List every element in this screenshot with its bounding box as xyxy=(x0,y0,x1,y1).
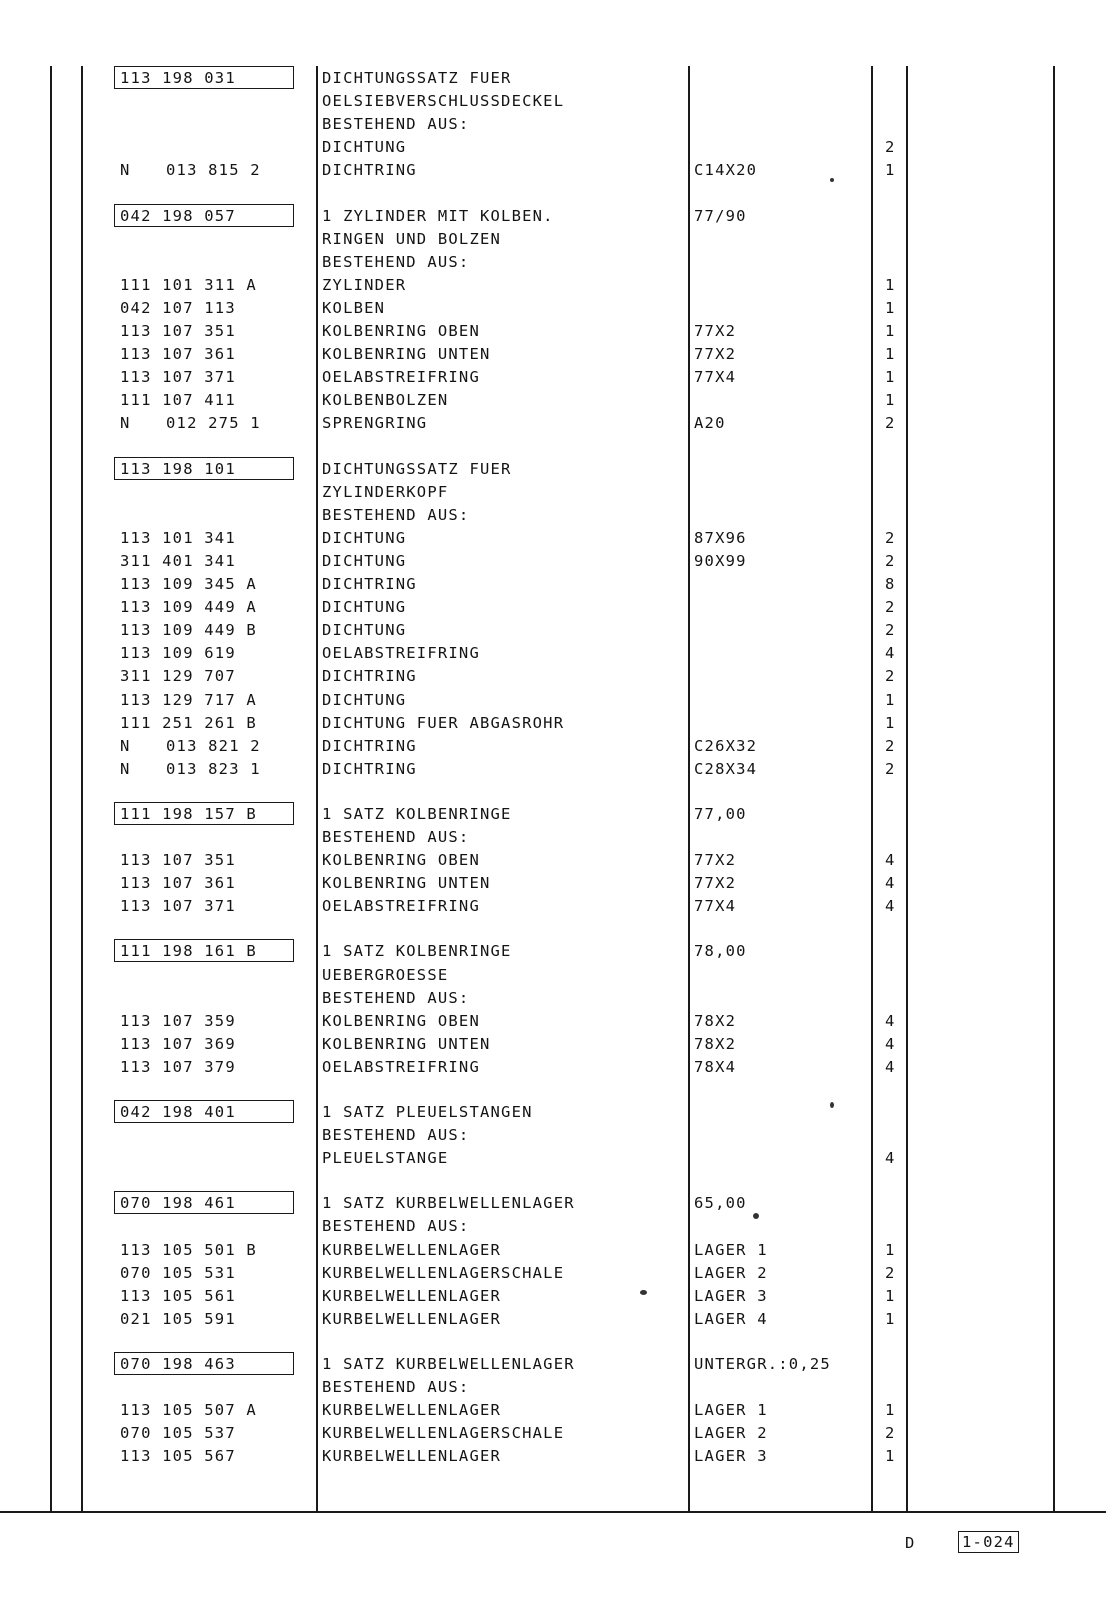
part-quantity: 1 xyxy=(885,368,896,387)
kit-spec: 77/90 xyxy=(694,206,747,225)
part-prefix: N xyxy=(120,414,131,433)
part-quantity: 1 xyxy=(885,690,896,709)
kit-title-line: 1 SATZ KOLBENRINGE xyxy=(322,942,512,961)
part-spec: 77X2 xyxy=(694,851,737,870)
part-spec: 78X2 xyxy=(694,1034,737,1053)
kit-header-row xyxy=(0,803,1106,826)
part-number: 113 105 501 B xyxy=(120,1240,257,1259)
part-spec: C14X20 xyxy=(694,161,758,180)
kit-spec: 77,00 xyxy=(694,804,747,823)
part-quantity: 1 xyxy=(885,161,896,180)
kit-title-line: 1 ZYLINDER MIT KOLBEN. xyxy=(322,206,554,225)
part-description: KOLBENRING OBEN xyxy=(322,851,480,870)
kit-title-line: RINGEN UND BOLZEN xyxy=(322,229,502,248)
scan-speck xyxy=(830,178,834,182)
kit-spec: UNTERGR.:0,25 xyxy=(694,1354,831,1373)
part-number: 111 107 411 xyxy=(120,391,236,410)
part-row xyxy=(0,872,1106,895)
part-quantity: 2 xyxy=(885,759,896,778)
part-row xyxy=(0,619,1106,642)
part-number: 113 109 345 A xyxy=(120,575,257,593)
part-row xyxy=(0,1147,1106,1170)
part-number: 113 107 361 xyxy=(120,874,236,893)
kit-number: 113 198 101 xyxy=(120,459,236,478)
part-description: ZYLINDER xyxy=(322,275,407,294)
scan-speck xyxy=(830,1102,834,1108)
part-spec: 78X4 xyxy=(694,1057,737,1076)
part-spec: LAGER 3 xyxy=(694,1447,768,1466)
part-description: DICHTUNG xyxy=(322,598,407,617)
part-number: 113 105 507 A xyxy=(120,1401,257,1420)
part-spec: LAGER 3 xyxy=(694,1286,768,1305)
part-quantity: 1 xyxy=(885,713,896,732)
part-quantity: 2 xyxy=(885,736,896,755)
part-quantity: 1 xyxy=(885,1309,896,1328)
part-description: KURBELWELLENLAGER xyxy=(322,1447,502,1466)
part-spec: LAGER 1 xyxy=(694,1240,768,1259)
part-row xyxy=(0,1056,1106,1079)
part-number: 113 105 567 xyxy=(120,1447,236,1466)
part-quantity: 1 xyxy=(885,1447,896,1466)
part-description: OELABSTREIFRING xyxy=(322,897,480,916)
part-number: 070 105 537 xyxy=(120,1424,236,1443)
part-row xyxy=(0,849,1106,872)
kit-number: 042 198 401 xyxy=(120,1103,236,1121)
part-quantity: 1 xyxy=(885,322,896,340)
scan-speck xyxy=(640,1290,647,1295)
part-spec: 87X96 xyxy=(694,528,747,547)
part-row xyxy=(0,136,1106,159)
part-row xyxy=(0,1010,1106,1033)
part-quantity: 2 xyxy=(885,598,896,617)
part-quantity: 4 xyxy=(885,644,896,663)
part-number: 113 107 371 xyxy=(120,368,236,387)
part-number: 013 823 1 xyxy=(166,759,261,778)
kit-title-line: OELSIEBVERSCHLUSSDECKEL xyxy=(322,92,565,111)
part-row xyxy=(0,1399,1106,1422)
part-number: 113 129 717 A xyxy=(120,690,257,709)
part-number: 113 107 371 xyxy=(120,897,236,916)
part-quantity: 1 xyxy=(885,391,896,410)
part-prefix: N xyxy=(120,759,131,778)
part-number: 111 101 311 A xyxy=(120,275,257,294)
kit-spec: 65,00 xyxy=(694,1194,747,1213)
part-spec: 77X2 xyxy=(694,345,737,364)
part-quantity: 2 xyxy=(885,551,896,570)
part-quantity: 2 xyxy=(885,414,896,433)
part-number: 113 107 369 xyxy=(120,1034,236,1053)
part-row xyxy=(0,712,1106,735)
kit-header-row xyxy=(0,1124,1106,1147)
part-description: KOLBENRING UNTEN xyxy=(322,345,491,364)
kit-title-line: 1 SATZ KURBELWELLENLAGER xyxy=(322,1354,575,1373)
part-spec: C26X32 xyxy=(694,736,758,755)
kit-title-line: 1 SATZ PLEUELSTANGEN xyxy=(322,1103,533,1121)
part-row xyxy=(0,1308,1106,1331)
part-description: DICHTUNG xyxy=(322,138,407,157)
kit-header-row xyxy=(0,458,1106,481)
kit-number: 111 198 157 B xyxy=(120,804,257,823)
part-quantity: 2 xyxy=(885,621,896,640)
kit-title-line: BESTEHEND AUS: xyxy=(322,1378,470,1396)
part-description: DICHTRING xyxy=(322,161,417,180)
part-number: 021 105 591 xyxy=(120,1309,236,1328)
part-row xyxy=(0,343,1106,366)
page-number-box: 1-024 xyxy=(958,1531,1019,1553)
part-row xyxy=(0,159,1106,182)
part-spec: 77X2 xyxy=(694,874,737,893)
kit-header-row xyxy=(0,67,1106,90)
part-row xyxy=(0,895,1106,918)
kit-header-row xyxy=(0,964,1106,987)
kit-title-line: 1 SATZ KOLBENRINGE xyxy=(322,804,512,823)
part-number: 113 107 359 xyxy=(120,1011,236,1030)
kit-title-line: BESTEHEND AUS: xyxy=(322,115,470,134)
part-number: 113 109 619 xyxy=(120,644,236,663)
part-description: KURBELWELLENLAGERSCHALE xyxy=(322,1263,565,1282)
kit-number: 113 198 031 xyxy=(120,69,236,87)
part-row xyxy=(0,735,1106,758)
part-description: OELABSTREIFRING xyxy=(322,644,480,663)
part-row xyxy=(0,642,1106,665)
kit-header-row xyxy=(0,1192,1106,1215)
part-description: KOLBENRING UNTEN xyxy=(322,874,491,893)
scan-speck xyxy=(753,1213,759,1219)
part-quantity: 1 xyxy=(885,1401,896,1420)
kit-title-line: BESTEHEND AUS: xyxy=(322,1217,470,1236)
part-description: KURBELWELLENLAGER xyxy=(322,1309,502,1328)
part-number: 113 109 449 A xyxy=(120,598,257,617)
part-spec: LAGER 4 xyxy=(694,1309,768,1328)
part-number: 113 107 351 xyxy=(120,322,236,340)
kit-title-line: BESTEHEND AUS: xyxy=(322,1126,470,1145)
part-quantity: 2 xyxy=(885,528,896,547)
part-description: DICHTRING xyxy=(322,575,417,593)
part-row xyxy=(0,366,1106,389)
part-description: SPRENGRING xyxy=(322,414,428,433)
part-number: 042 107 113 xyxy=(120,298,236,317)
part-row xyxy=(0,412,1106,435)
part-description: KOLBENRING UNTEN xyxy=(322,1034,491,1053)
part-spec: 78X2 xyxy=(694,1011,737,1030)
kit-number: 070 198 461 xyxy=(120,1194,236,1213)
part-quantity: 4 xyxy=(885,851,896,870)
part-row xyxy=(0,596,1106,619)
part-description: DICHTRING xyxy=(322,667,417,686)
part-description: KOLBENRING OBEN xyxy=(322,322,480,340)
part-description: KURBELWELLENLAGER xyxy=(322,1286,502,1305)
kit-header-row xyxy=(0,987,1106,1010)
part-quantity: 1 xyxy=(885,1240,896,1259)
part-number: 113 101 341 xyxy=(120,528,236,547)
kit-header-row xyxy=(0,228,1106,251)
part-description: OELABSTREIFRING xyxy=(322,368,480,387)
part-row xyxy=(0,527,1106,550)
part-spec: LAGER 2 xyxy=(694,1263,768,1282)
kit-header-row xyxy=(0,826,1106,849)
part-spec: 90X99 xyxy=(694,551,747,570)
part-row xyxy=(0,389,1106,412)
part-spec: LAGER 2 xyxy=(694,1424,768,1443)
part-spec: 77X4 xyxy=(694,368,737,387)
part-description: KURBELWELLENLAGER xyxy=(322,1240,502,1259)
part-number: 070 105 531 xyxy=(120,1263,236,1282)
part-number: 013 815 2 xyxy=(166,161,261,180)
part-quantity: 4 xyxy=(885,1057,896,1076)
part-spec: 77X2 xyxy=(694,322,737,340)
part-row xyxy=(0,297,1106,320)
kit-header-row xyxy=(0,113,1106,136)
part-quantity: 1 xyxy=(885,345,896,364)
kit-title-line: UEBERGROESSE xyxy=(322,965,449,984)
part-description: KOLBENRING OBEN xyxy=(322,1011,480,1030)
kit-title-line: 1 SATZ KURBELWELLENLAGER xyxy=(322,1194,575,1213)
part-quantity: 1 xyxy=(885,275,896,294)
part-quantity: 4 xyxy=(885,1011,896,1030)
part-description: DICHTUNG xyxy=(322,690,407,709)
kit-title-line: BESTEHEND AUS: xyxy=(322,988,470,1007)
kit-spec: 78,00 xyxy=(694,942,747,961)
kit-title-line: BESTEHEND AUS: xyxy=(322,505,470,524)
part-row xyxy=(0,689,1106,712)
part-spec: C28X34 xyxy=(694,759,758,778)
part-quantity: 1 xyxy=(885,1286,896,1305)
part-quantity: 2 xyxy=(885,667,896,686)
part-description: DICHTUNG xyxy=(322,551,407,570)
kit-title-line: ZYLINDERKOPF xyxy=(322,482,449,501)
kit-header-row xyxy=(0,1376,1106,1399)
part-description: KOLBEN xyxy=(322,298,386,317)
part-row xyxy=(0,573,1106,596)
part-number: 012 275 1 xyxy=(166,414,261,433)
part-number: 311 129 707 xyxy=(120,667,236,686)
part-quantity: 4 xyxy=(885,897,896,916)
kit-title-line: BESTEHEND AUS: xyxy=(322,252,470,271)
part-quantity: 2 xyxy=(885,1424,896,1443)
kit-header-row xyxy=(0,940,1106,963)
part-quantity: 4 xyxy=(885,874,896,893)
part-description: KURBELWELLENLAGERSCHALE xyxy=(322,1424,565,1443)
part-quantity: 2 xyxy=(885,1263,896,1282)
kit-header-row xyxy=(0,1353,1106,1376)
part-description: DICHTRING xyxy=(322,736,417,755)
kit-number: 042 198 057 xyxy=(120,206,236,225)
part-description: PLEUELSTANGE xyxy=(322,1149,449,1168)
part-quantity: 8 xyxy=(885,575,896,593)
part-row xyxy=(0,1422,1106,1445)
kit-header-row xyxy=(0,251,1106,274)
kit-header-row xyxy=(0,481,1106,504)
part-quantity: 1 xyxy=(885,298,896,317)
part-row xyxy=(0,1033,1106,1056)
part-row xyxy=(0,665,1106,688)
part-spec: 77X4 xyxy=(694,897,737,916)
part-number: 113 107 361 xyxy=(120,345,236,364)
part-row xyxy=(0,320,1106,343)
page-section-code: D xyxy=(905,1534,916,1552)
part-number: 311 401 341 xyxy=(120,551,236,570)
part-description: DICHTRING xyxy=(322,759,417,778)
kit-header-row xyxy=(0,504,1106,527)
part-description: DICHTUNG xyxy=(322,621,407,640)
kit-header-row xyxy=(0,205,1106,228)
kit-title-line: DICHTUNGSSATZ FUER xyxy=(322,69,512,87)
part-quantity: 4 xyxy=(885,1034,896,1053)
kit-header-row xyxy=(0,90,1106,113)
part-row xyxy=(0,1285,1106,1308)
kit-number: 111 198 161 B xyxy=(120,942,257,961)
part-number: 113 105 561 xyxy=(120,1286,236,1305)
part-row xyxy=(0,1262,1106,1285)
part-spec: LAGER 1 xyxy=(694,1401,768,1420)
part-description: KOLBENBOLZEN xyxy=(322,391,449,410)
part-description: KURBELWELLENLAGER xyxy=(322,1401,502,1420)
part-spec: A20 xyxy=(694,414,726,433)
kit-header-row xyxy=(0,1101,1106,1124)
part-prefix: N xyxy=(120,736,131,755)
part-number: 113 107 379 xyxy=(120,1057,236,1076)
part-description: DICHTUNG xyxy=(322,528,407,547)
kit-title-line: BESTEHEND AUS: xyxy=(322,828,470,846)
part-description: DICHTUNG FUER ABGASROHR xyxy=(322,713,565,732)
part-number: 113 107 351 xyxy=(120,851,236,870)
part-number: 111 251 261 B xyxy=(120,713,257,732)
kit-title-line: DICHTUNGSSATZ FUER xyxy=(322,459,512,478)
part-row xyxy=(0,1239,1106,1262)
part-number: 113 109 449 B xyxy=(120,621,257,640)
part-quantity: 2 xyxy=(885,138,896,157)
part-description: OELABSTREIFRING xyxy=(322,1057,480,1076)
part-row xyxy=(0,758,1106,781)
kit-header-row xyxy=(0,1215,1106,1238)
part-quantity: 4 xyxy=(885,1149,896,1168)
part-row xyxy=(0,1445,1106,1468)
part-row xyxy=(0,550,1106,573)
part-number: 013 821 2 xyxy=(166,736,261,755)
part-row xyxy=(0,274,1106,297)
kit-number: 070 198 463 xyxy=(120,1354,236,1373)
part-prefix: N xyxy=(120,161,131,180)
